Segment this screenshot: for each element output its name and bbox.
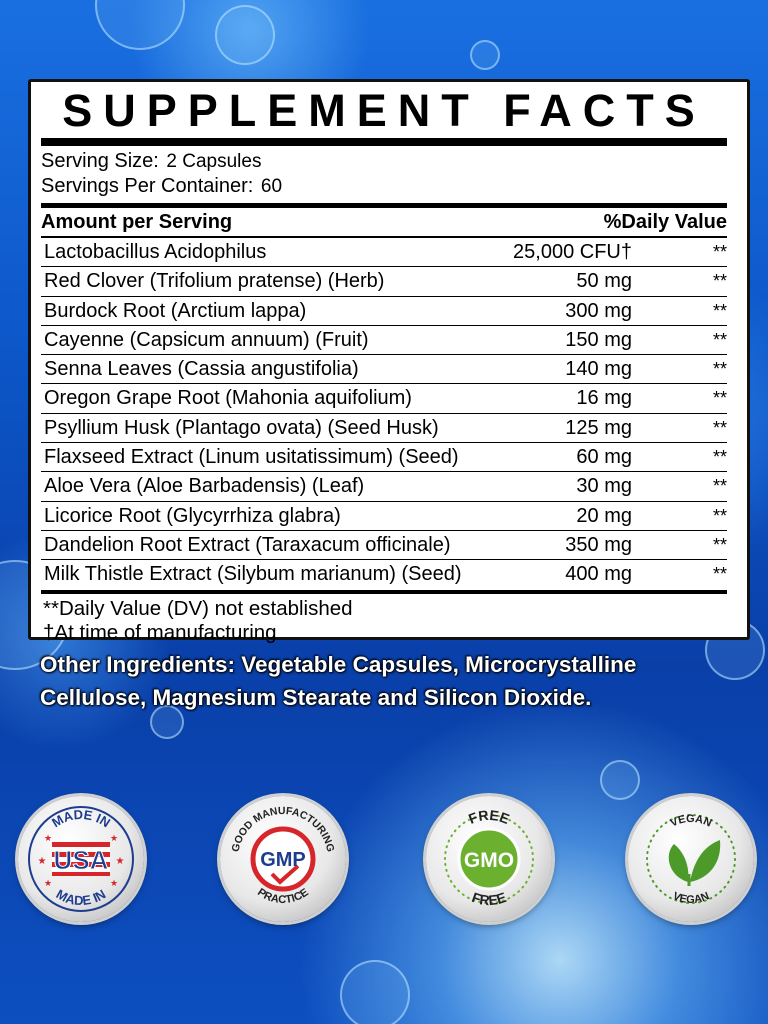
ingredient-row	[41, 502, 727, 531]
star-icon: ★	[37, 856, 47, 867]
footnote-daily-value: **Daily Value (DV) not established	[43, 596, 353, 620]
ingredient-name: Cayenne (Capsicum annuum) (Fruit)	[44, 328, 369, 351]
ingredient-daily-value: **	[712, 271, 727, 292]
ingredient-row	[41, 560, 727, 589]
leaf-icon	[669, 840, 720, 886]
divider	[41, 138, 727, 146]
ingredient-amount: 350 mg	[565, 533, 632, 556]
usa-bottom-text: MADE IN	[53, 886, 109, 909]
gmp-top-text: GOOD MANUFACTURING	[229, 804, 337, 854]
serving-size-value: 2 Capsules	[166, 151, 262, 172]
gmo-bottom-text: FREE	[469, 888, 509, 909]
ingredient-row	[41, 238, 727, 267]
star-icon: ★	[43, 878, 53, 888]
usa-center-text: USA	[53, 845, 109, 875]
ingredient-name: Burdock Root (Arctium lappa)	[44, 299, 307, 322]
ingredient-name: Aloe Vera (Aloe Barbadensis) (Leaf)	[44, 475, 365, 498]
bubble-decoration	[340, 960, 410, 1024]
vegan-top-text: VEGAN	[668, 812, 714, 830]
ingredient-row	[41, 531, 727, 560]
ingredient-row	[41, 267, 727, 296]
ingredient-row	[41, 472, 727, 501]
ingredient-name: Dandelion Root Extract (Taraxacum officinale)	[44, 533, 451, 556]
ingredient-daily-value: **	[712, 417, 727, 438]
svg-text:MADE IN	[49, 807, 113, 831]
gmo-top-text: FREE	[466, 806, 512, 827]
ingredient-row	[41, 443, 727, 472]
ingredient-amount: 50 mg	[576, 270, 632, 293]
star-icon: ★	[109, 878, 119, 888]
ingredient-row	[41, 414, 727, 443]
servings-per-container-label: Servings Per Container:	[41, 175, 254, 197]
ingredient-amount: 300 mg	[565, 299, 632, 322]
ingredient-daily-value: **	[712, 476, 727, 497]
amount-per-serving-header: Amount per Serving	[41, 211, 233, 233]
ingredient-name: Oregon Grape Root (Mahonia aquifolium)	[44, 387, 412, 410]
ingredient-name: Psyllium Husk (Plantago ovata) (Seed Husk)	[44, 416, 439, 439]
bubble-decoration	[95, 0, 185, 50]
ingredient-amount: 30 mg	[576, 475, 632, 498]
svg-text:VEGAN	[668, 813, 713, 830]
table-header	[41, 208, 727, 236]
ingredient-row	[41, 326, 727, 355]
ingredient-row	[41, 297, 727, 326]
svg-text:MADE IN	[54, 886, 109, 908]
made-in-usa-badge	[18, 796, 144, 922]
star-icon: ★	[115, 856, 125, 867]
gmp-bottom-text: PRACTICE	[255, 886, 311, 907]
bubble-decoration	[215, 5, 275, 65]
ingredient-name: Red Clover (Trifolium pratense) (Herb)	[44, 270, 385, 293]
ingredient-amount: 20 mg	[576, 504, 632, 527]
ingredient-daily-value: **	[712, 447, 727, 468]
ingredient-row	[41, 384, 727, 413]
ingredient-list	[41, 238, 727, 590]
ingredient-daily-value: **	[712, 300, 727, 321]
gmo-free-badge	[426, 796, 552, 922]
ingredient-daily-value: **	[712, 505, 727, 526]
ingredient-daily-value: **	[712, 329, 727, 350]
ingredient-amount: 150 mg	[565, 328, 632, 351]
gmo-center-text: GMO	[463, 849, 515, 872]
svg-text:VEGAN	[671, 890, 711, 906]
footnote-manufacturing: †At time of manufacturing	[43, 620, 277, 644]
other-ingredients: Other Ingredients: Vegetable Capsules, Microcrystalline Cellulose, Magnesium Stearate and Silicon Dioxide.	[40, 652, 637, 710]
ingredient-daily-value: **	[712, 359, 727, 380]
svg-text:FREE	[470, 889, 508, 908]
ingredient-amount: 60 mg	[576, 446, 632, 469]
panel-title: SUPPLEMENT FACTS	[62, 85, 706, 136]
usa-top-text: MADE IN	[49, 806, 114, 831]
bubble-decoration	[600, 760, 640, 800]
supplement-facts-panel	[28, 79, 750, 644]
servings-per-container-value: 60	[260, 176, 283, 197]
ingredient-amount: 400 mg	[565, 563, 632, 586]
ingredient-daily-value: **	[712, 388, 727, 409]
ingredient-amount: 125 mg	[565, 416, 632, 439]
bubble-decoration	[470, 40, 500, 70]
ingredient-daily-value: **	[712, 534, 727, 555]
ingredient-amount: 140 mg	[565, 358, 632, 381]
gmp-center-text: GMP	[260, 849, 306, 871]
daily-value-header: %Daily Value	[603, 211, 727, 233]
ingredient-amount: 25,000 CFU†	[513, 241, 632, 263]
serving-info	[41, 146, 727, 199]
svg-text:FREE	[466, 807, 511, 827]
ingredient-daily-value: **	[712, 564, 727, 585]
ingredient-name: Milk Thistle Extract (Silybum marianum) (Seed)	[44, 563, 462, 586]
ingredient-name: Flaxseed Extract (Linum usitatissimum) (Seed)	[44, 446, 459, 469]
ingredient-daily-value: **	[712, 242, 727, 262]
ingredient-name: Senna Leaves (Cassia angustifolia)	[44, 358, 359, 381]
vegan-badge	[628, 796, 754, 922]
gmp-badge	[220, 796, 346, 922]
ingredient-row	[41, 355, 727, 384]
ingredient-amount: 16 mg	[576, 387, 632, 410]
ingredient-name: Lactobacillus Acidophilus	[44, 241, 267, 263]
ingredient-name: Licorice Root (Glycyrrhiza glabra)	[44, 504, 341, 527]
star-icon: ★	[109, 833, 119, 843]
star-icon: ★	[43, 833, 53, 843]
serving-size-label: Serving Size:	[41, 150, 159, 172]
footnotes	[41, 594, 727, 645]
vegan-bottom-text: VEGAN	[670, 890, 712, 907]
